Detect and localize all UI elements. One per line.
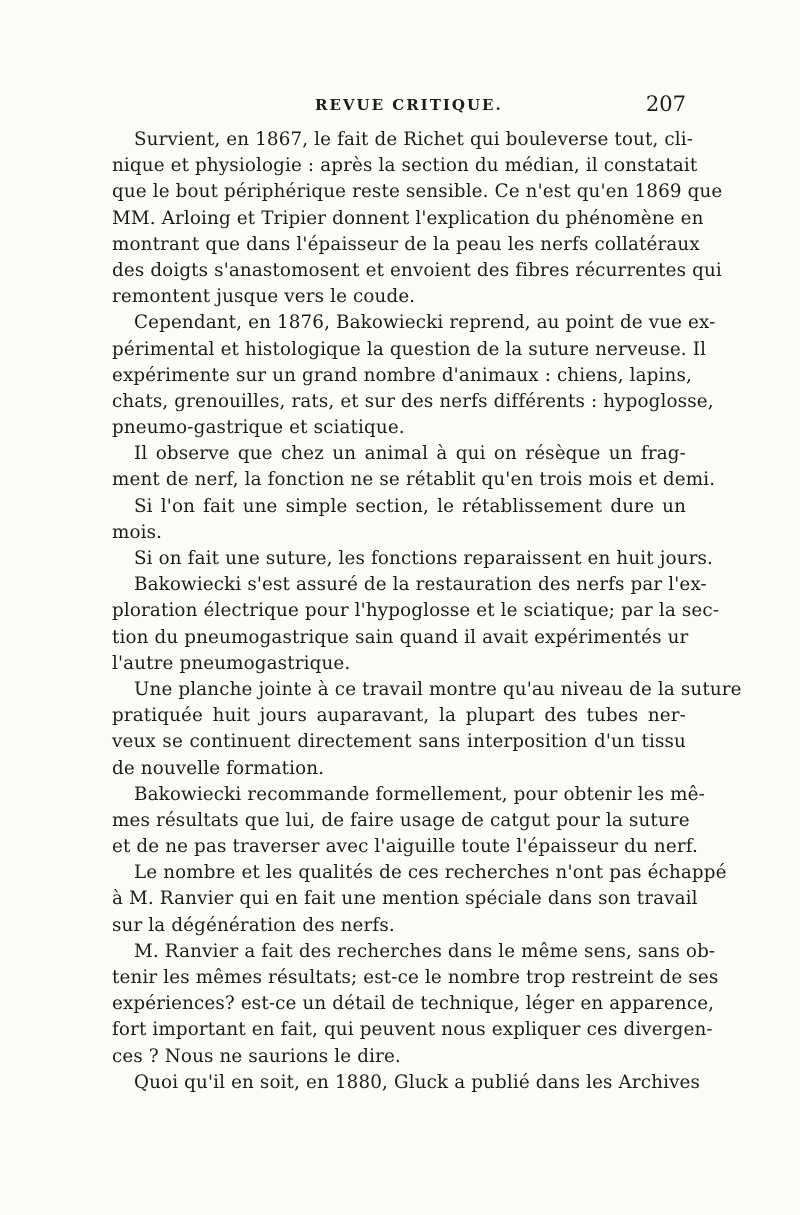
text-line: Quoi qu'il en soit, en 1880, Gluck a publié dans les Archives: [134, 1071, 701, 1093]
text-line: à M. Ranvier qui en fait une mention spéciale dans son travail: [112, 888, 698, 910]
running-title: REVUE CRITIQUE.: [315, 96, 503, 114]
text-line: ces ? Nous ne saurions le dire.: [112, 1045, 401, 1067]
running-head: [110, 92, 688, 124]
page-number: 207: [645, 92, 686, 116]
paragraph: [112, 1070, 701, 1096]
text-line: montrant que dans l'épaisseur de la peau les nerfs collatéraux: [112, 233, 700, 255]
paragraph: [112, 546, 713, 572]
text-line: Il observe que chez un animal à qui on résèque un frag-: [134, 443, 686, 465]
text-line: expériences? est-ce un détail de technique, léger en apparence,: [112, 993, 715, 1015]
paragraph: [112, 939, 719, 1070]
text-line: expérimente sur un grand nombre d'animaux : chiens, lapins,: [112, 364, 692, 386]
text-line: remontent jusque vers le coude.: [112, 286, 416, 308]
text-line: mois.: [112, 521, 163, 543]
text-line: pneumo-gastrique et sciatique.: [112, 417, 405, 439]
paragraph: [112, 127, 723, 310]
text-line: Si l'on fait une simple section, le rétablissement dure un: [134, 495, 686, 517]
text-line: chats, grenouilles, rats, et sur des nerfs différents : hypoglosse,: [112, 390, 714, 412]
paragraph: [112, 677, 742, 782]
text-line: périmental et histologique la question de la suture nerveuse. Il: [112, 338, 707, 360]
text-line: Survient, en 1867, le fait de Richet qui bouleverse tout, cli-: [134, 129, 694, 150]
text-line: fort important en fait, qui peuvent nous expliquer ces divergen-: [112, 1019, 713, 1041]
text-line: Une planche jointe à ce travail montre qu'au niveau de la suture: [134, 678, 742, 700]
text-line: sur la dégénération des nerfs.: [112, 914, 395, 936]
text-line: mes résultats que lui, de faire usage de catgut pour la suture: [112, 809, 690, 831]
text-line: pratiquée huit jours auparavant, la plupart des tubes ner-: [112, 705, 686, 727]
text-line: M. Ranvier a fait des recherches dans le même sens, sans ob-: [134, 940, 716, 962]
paragraph: [112, 494, 686, 546]
text-line: et de ne pas traverser avec l'aiguille toute l'épaisseur du nerf.: [112, 836, 698, 858]
text-line: veux se continuent directement sans interposition d'un tissu: [112, 731, 686, 753]
paragraph: [112, 782, 705, 861]
text-line: Bakowiecki s'est assuré de la restauration des nerfs par l'ex-: [134, 574, 707, 596]
text-line: Le nombre et les qualités de ces recherches n'ont pas échappé: [134, 862, 727, 884]
text-line: ploration électrique pour l'hypoglosse et le sciatique; par la sec-: [112, 600, 720, 622]
text-line: de nouvelle formation.: [112, 757, 325, 779]
text-line: Si on fait une suture, les fonctions reparaissent en huit jours.: [134, 548, 713, 569]
paragraph: [112, 441, 716, 493]
body-text: [112, 127, 742, 1096]
text-line: tenir les mêmes résultats; est-ce le nombre trop restreint de ses: [112, 967, 719, 988]
text-line: Cependant, en 1876, Bakowiecki reprend, au point de vue ex-: [134, 312, 716, 334]
paragraph: [112, 860, 727, 939]
text-line: Bakowiecki recommande formellement, pour obtenir les mê-: [134, 783, 705, 805]
paragraph: [112, 572, 720, 677]
text-line: nique et physiologie : après la section du médian, il constatait: [112, 155, 698, 177]
text-line: l'autre pneumogastrique.: [112, 652, 351, 674]
text-line: ment de nerf, la fonction ne se rétablit qu'en trois mois et demi.: [112, 469, 716, 491]
text-line: des doigts s'anastomosent et envoient des fibres récurrentes qui: [112, 259, 722, 281]
text-line: tion du pneumogastrique sain quand il avait expérimentés ur: [112, 626, 689, 648]
paragraph: [112, 310, 716, 441]
text-line: MM. Arloing et Tripier donnent l'explication du phénomène en: [112, 207, 704, 229]
text-line: que le bout périphérique reste sensible. Ce n'est qu'en 1869 que: [112, 181, 723, 203]
